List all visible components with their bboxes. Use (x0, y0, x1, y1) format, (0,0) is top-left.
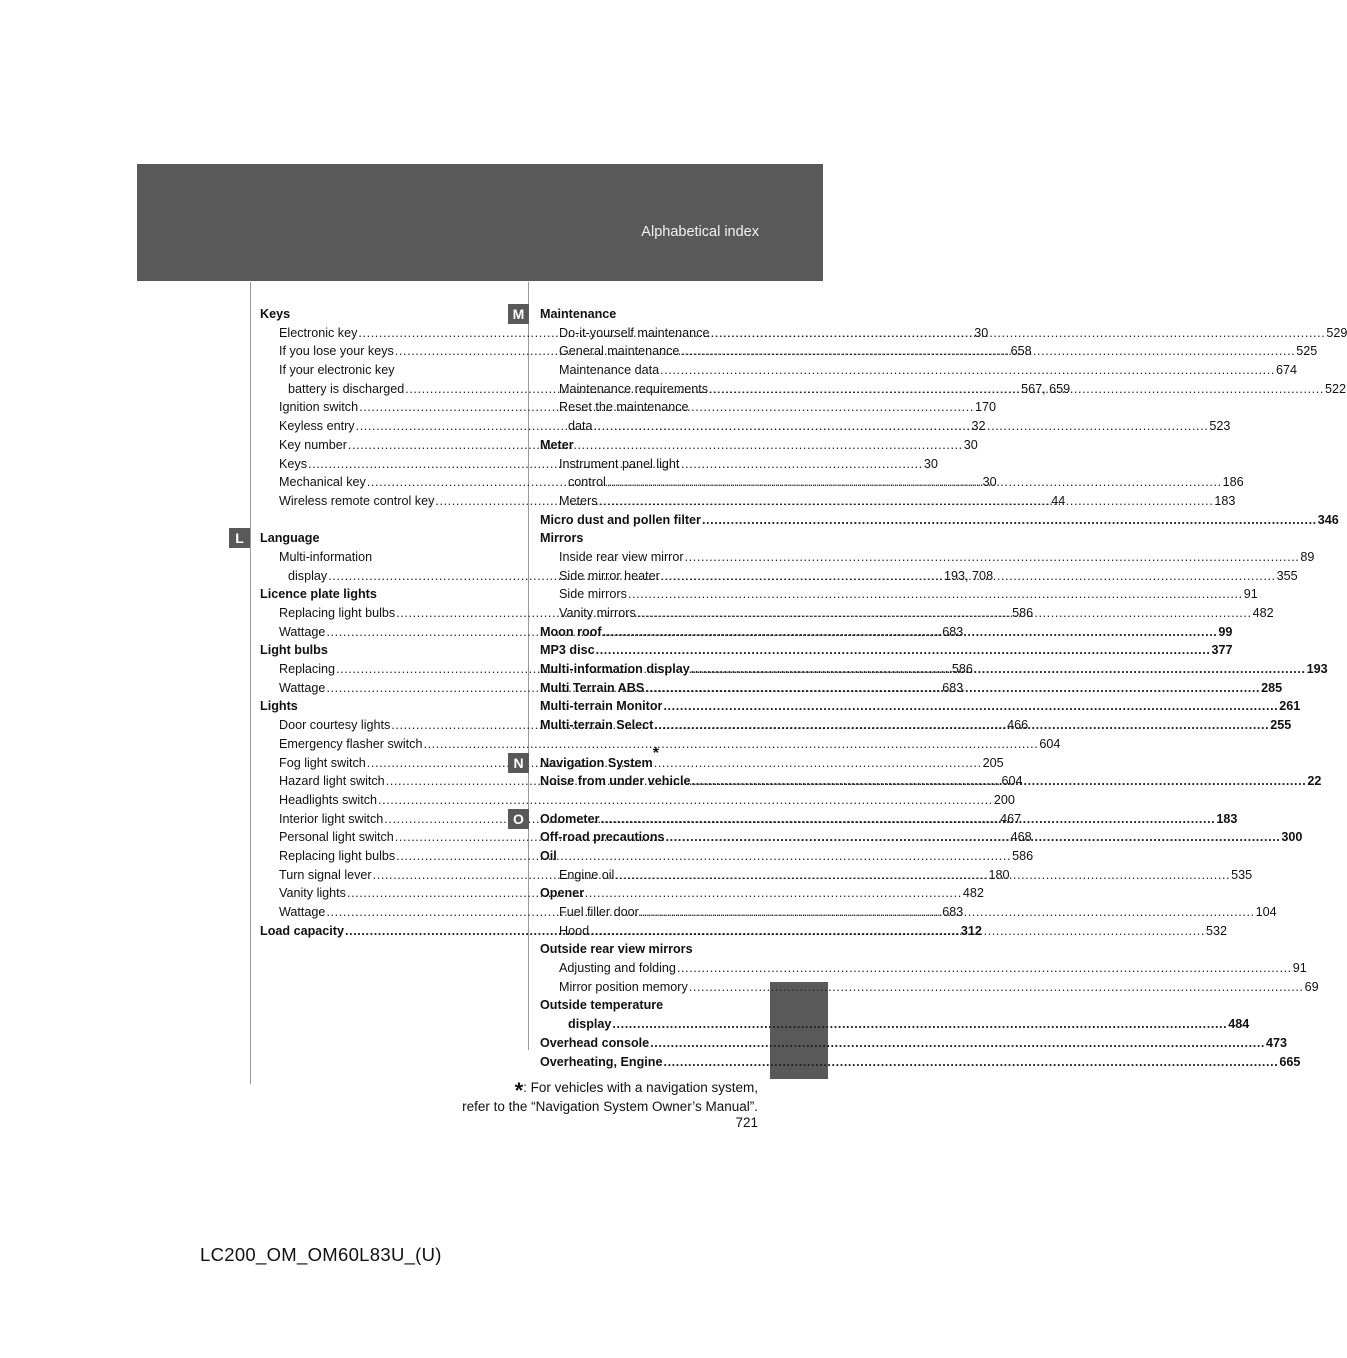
dot-leader (602, 623, 1219, 642)
index-entry-term: Wattage (279, 905, 326, 919)
index-entry-page: 30 (982, 475, 997, 490)
index-entry (540, 1015, 1250, 1034)
index-entry-page: 285 (1261, 680, 1283, 695)
dot-leader (595, 641, 1212, 660)
index-entry-term: Hazard light switch (279, 774, 385, 789)
index-entry (260, 585, 480, 604)
index-entry-page: 586 (1012, 848, 1034, 863)
index-entry-term: Hood (559, 923, 590, 938)
index-entry (540, 436, 759, 455)
index-entry-page: 532 (1205, 923, 1227, 938)
index-entry-page: 180 (988, 867, 1010, 882)
index-entry-term: General maintenance (559, 344, 680, 359)
index-entry-page: 604 (1001, 774, 1023, 789)
dot-leader (701, 511, 1318, 530)
index-entry-term: Licence plate lights (260, 587, 377, 602)
index-entry-term: Multi-information (279, 549, 373, 564)
index-entry-page: 377 (1211, 643, 1233, 658)
index-entry-term: Vanity lights (279, 886, 346, 901)
index-entry-term: Opener (540, 886, 585, 901)
dot-leader (644, 679, 1261, 698)
index-entry-page: 466 (1007, 718, 1029, 733)
index-entry-term: Side mirror heater (559, 568, 660, 583)
index-entry-term: Multi-terrain Select (540, 718, 654, 733)
index-entry-page: 69 (1304, 979, 1319, 994)
footnote-marker: * (652, 744, 659, 762)
index-entry-page: 683 (942, 624, 964, 639)
dot-leader (688, 978, 1305, 997)
dot-leader (660, 567, 1277, 586)
index-entry-term: Replacing light bulbs (279, 848, 396, 863)
index-entry-page: 183 (1214, 493, 1236, 508)
dot-leader (653, 716, 1270, 735)
index-entry (540, 1053, 1301, 1072)
index-entry-term: Instrument panel light (559, 456, 680, 471)
index-entry-term: Fuel filler door (559, 905, 639, 919)
footnote (462, 1080, 758, 1115)
dot-leader (649, 1034, 1266, 1053)
index-entry-term: Electronic key (279, 325, 358, 340)
index-entry-term: display (288, 568, 328, 583)
index-entry (540, 548, 1315, 567)
dot-leader (593, 417, 1210, 436)
index-entry-term: Meter (540, 437, 574, 452)
entry-gap (260, 511, 480, 530)
index-entry-term: Keyless entry (279, 419, 355, 434)
index-entry-term: If your electronic key (279, 363, 395, 378)
index-entry-term: Outside rear view mirrors (540, 942, 693, 957)
index-entry-term: Keys (260, 307, 291, 321)
index-entry (260, 697, 480, 716)
dot-leader (636, 604, 1253, 623)
index-entry-term: Oil (540, 848, 557, 863)
index-entry-term: Odometer (540, 811, 600, 826)
index-entry-term: Light bulbs (260, 643, 328, 658)
index-entry (260, 735, 1061, 754)
dot-leader (690, 772, 1307, 791)
index-entry-term: Mechanical key (279, 475, 366, 490)
index-entry-term: Keys (279, 456, 307, 471)
index-entry-term: Ignition switch (279, 400, 359, 415)
index-entry (540, 996, 759, 1015)
index-entry-page: 200 (993, 792, 1015, 807)
dot-leader (710, 324, 1327, 343)
dot-leader (611, 1015, 1228, 1034)
column-rule-left (250, 282, 251, 1084)
index-entry-term: Vanity mirrors (559, 606, 636, 620)
footnote-line-1: : For vehicles with a navigation system, (523, 1080, 758, 1095)
index-entry-page: 567, 659 (1021, 381, 1071, 396)
index-entry-term: If you lose your keys (279, 344, 394, 359)
index-entry (540, 1034, 1288, 1053)
index-entry-page: 683 (942, 680, 964, 695)
index-entry-page: 482 (962, 886, 984, 901)
index-entry-term: Meters (559, 493, 598, 508)
index-entry-term: Maintenance requirements (559, 381, 709, 396)
index-entry-page: 104 (1255, 905, 1277, 919)
index-entry-page: 44 (1051, 493, 1066, 508)
index-entry-page: 467 (1000, 811, 1022, 826)
index-entry-page: 468 (1010, 830, 1032, 845)
index-entry (540, 744, 759, 773)
index-entry-term: battery is discharged (288, 381, 405, 396)
dot-leader (708, 380, 1325, 399)
index-entry-page: 99 (1218, 624, 1233, 639)
index-entry (540, 847, 759, 866)
index-entry-term: Inside rear view mirror (559, 549, 684, 564)
index-entry-term: Wireless remote control key (279, 493, 435, 508)
index-entry-term: Moon roof (540, 624, 602, 639)
index-entry-term: Maintenance data (559, 363, 660, 378)
index-entry-page: 522 (1324, 381, 1346, 396)
document-code: LC200_OM_OM60L83U_(U) (200, 1244, 442, 1265)
index-entry-term: Navigation System (540, 755, 653, 770)
index-entry-term: Interior light switch (279, 811, 384, 826)
index-entry-term: MP3 disc (540, 643, 595, 658)
index-entry (260, 791, 1015, 810)
index-entry-page: 535 (1231, 867, 1253, 882)
index-entry-page: 523 (1209, 419, 1231, 434)
index-entry-page: 604 (1039, 736, 1061, 751)
index-entry-page: 261 (1279, 699, 1301, 714)
index-entry (540, 529, 759, 548)
index-entry-term: Multi-terrain Monitor (540, 699, 663, 714)
index-entry-page: 183 (1216, 811, 1238, 826)
section-title: Alphabetical index (641, 224, 759, 240)
dot-leader (662, 1053, 1279, 1072)
dot-leader (659, 361, 1276, 380)
index-entry-term: Wattage (279, 624, 326, 639)
index-entry-term: Overhead console (540, 1035, 650, 1050)
index-entry-page: 665 (1279, 1054, 1301, 1069)
index-entry-term: Overheating, Engine (540, 1054, 663, 1069)
index-entry-term: Mirrors (540, 531, 584, 546)
index-entry-page: 525 (1296, 344, 1318, 359)
section-letter-o: O (508, 809, 529, 829)
index-entry-term: Turn signal lever (279, 867, 372, 882)
index-entry (540, 697, 1301, 716)
index-entry-term: Micro dust and pollen filter (540, 512, 701, 527)
index-entry-page: 473 (1266, 1035, 1288, 1050)
section-letter-l: L (229, 528, 250, 548)
index-entry-page: 300 (1281, 830, 1303, 845)
index-entry-page: 586 (1012, 606, 1034, 620)
index-entry-page: 91 (1243, 587, 1258, 602)
index-entry-page: 312 (960, 923, 982, 938)
index-entry-page: 22 (1307, 774, 1322, 789)
footnote-line-2: refer to the “Navigation System Owner’s Manual”. (462, 1099, 758, 1114)
entry-gap (540, 791, 759, 810)
index-entry (540, 305, 759, 324)
dot-leader (599, 810, 1216, 829)
dot-leader (679, 342, 1296, 361)
index-entry-page: 193 (1306, 662, 1328, 677)
index-entry (260, 548, 480, 567)
index-entry (540, 884, 759, 903)
index-entry (260, 529, 480, 548)
index-entry (540, 959, 1307, 978)
section-letter-n: N (508, 753, 529, 773)
index-entry-page: 30 (963, 437, 978, 452)
index-entry (540, 511, 1339, 530)
index-entry-term: Adjusting and folding (559, 961, 676, 976)
index-entry (540, 585, 1258, 604)
index-entry (260, 305, 480, 324)
index-entry (540, 455, 759, 474)
index-entry-term: Personal light switch (279, 830, 394, 845)
index-entry-page: 683 (942, 905, 964, 919)
index-entry (260, 361, 480, 380)
index-entry-term: Outside temperature (540, 998, 664, 1013)
index-entry-page: 346 (1317, 512, 1339, 527)
index-entry-page: 30 (923, 456, 938, 471)
index-entry-term: Noise from under vehicle (540, 774, 691, 789)
dot-leader (589, 922, 1206, 941)
footnote-asterisk: * (514, 1078, 524, 1103)
index-entry-term: Fog light switch (279, 755, 366, 770)
index-entry (540, 398, 759, 417)
index-entry-term: Load capacity (260, 923, 344, 938)
index-entry (540, 978, 1319, 997)
index-entry-page: 205 (982, 755, 1004, 770)
index-entry-term: Reset the maintenance (559, 400, 689, 415)
index-entry-term: Engine oil (559, 867, 615, 882)
index-entry (260, 641, 480, 660)
dot-leader (639, 903, 1256, 922)
index-entry-term: Do-it-yourself maintenance (559, 325, 710, 340)
dot-leader (614, 866, 1231, 885)
index-entry-page: 355 (1276, 568, 1298, 583)
section-letter-m: M (508, 304, 529, 324)
index-entry-term: control (568, 475, 606, 490)
index-entry-page: 255 (1270, 718, 1292, 733)
index-entry (540, 641, 1233, 660)
index-entry-page: 30 (974, 325, 989, 340)
index-entry-term: Replacing (279, 662, 336, 677)
index-entry-page: 484 (1228, 1017, 1250, 1032)
index-entry-page: 658 (1010, 344, 1032, 359)
page-number: 721 (735, 1115, 758, 1130)
index-entry-term: Lights (260, 699, 298, 714)
index-entry-page: 482 (1252, 606, 1274, 620)
index-entry-term: Multi Terrain ABS (540, 680, 645, 695)
index-entry-term: Headlights switch (279, 792, 377, 807)
entry-gap (540, 735, 759, 754)
index-entry-page: 170 (974, 400, 996, 415)
dot-leader (690, 660, 1307, 679)
index-entry-term: Wattage (279, 680, 326, 695)
index-entry-term: Mirror position memory (559, 979, 688, 994)
index-entry-term: data (568, 419, 593, 434)
index-entry-term: Replacing light bulbs (279, 606, 396, 620)
index-entry-page: 89 (1300, 549, 1315, 564)
index-entry-term: Emergency flasher switch (279, 736, 423, 751)
index-entry-page: 91 (1292, 961, 1307, 976)
index-entry-page: 586 (951, 662, 973, 677)
index-entry-term: Door courtesy lights (279, 718, 391, 733)
index-entry-term: display (568, 1017, 612, 1032)
index-entry-page: 186 (1222, 475, 1244, 490)
index-entry-term: Maintenance (540, 307, 617, 321)
index-entry (540, 361, 1297, 380)
dot-leader (627, 585, 1244, 604)
dot-leader (665, 828, 1282, 847)
index-entry-term: Multi-information display (540, 662, 690, 677)
dot-leader (676, 959, 1293, 978)
dot-leader (684, 548, 1301, 567)
index-entry (540, 940, 759, 959)
header-band (137, 164, 823, 281)
index-entry-term: Side mirrors (559, 587, 627, 602)
dot-leader (606, 473, 1223, 492)
index-entry-term: Key number (279, 437, 347, 452)
index-entry-page: 674 (1275, 363, 1297, 378)
dot-leader (662, 697, 1279, 716)
index-entry-page: 193, 708 (944, 568, 994, 583)
index-entry-term: Off-road precautions (540, 830, 665, 845)
index-entry-term: Language (260, 531, 320, 546)
index-entry-page: 529 (1326, 325, 1347, 340)
index-entry-page: 32 (971, 419, 986, 434)
dot-leader (598, 492, 1215, 511)
